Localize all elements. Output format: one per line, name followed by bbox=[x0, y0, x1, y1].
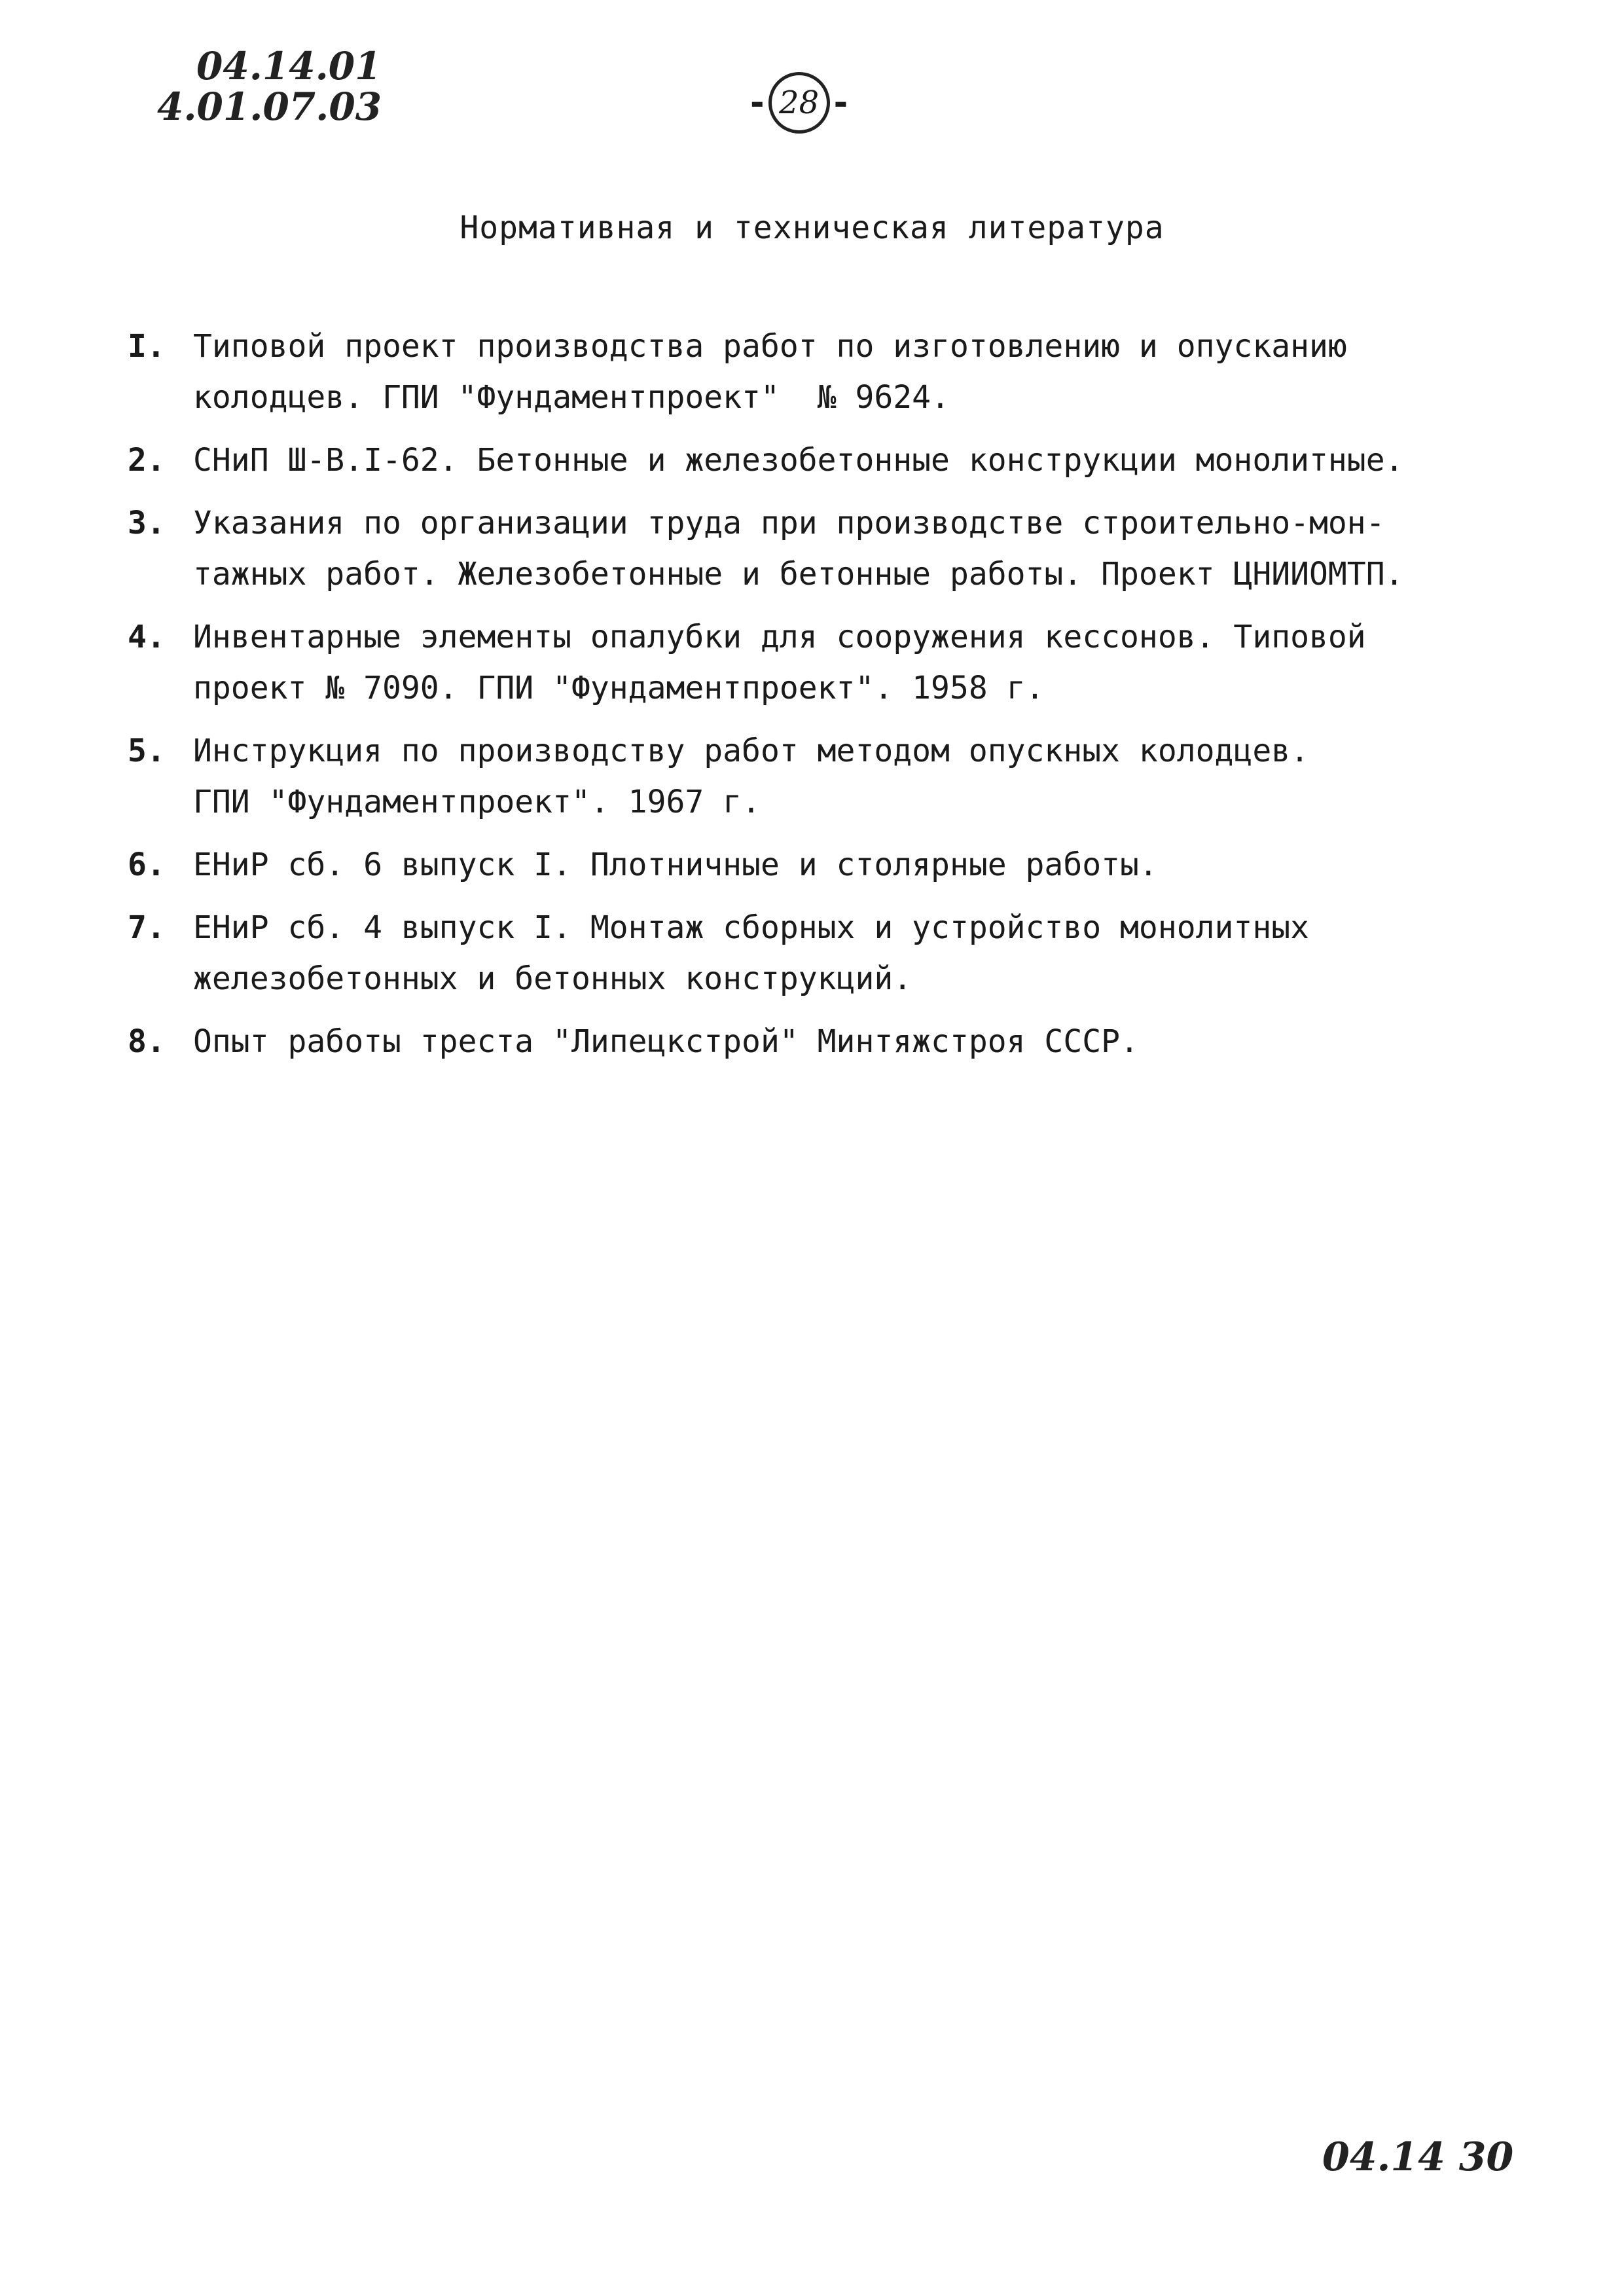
reference-number: I. bbox=[128, 328, 166, 365]
footer-handwritten-note: 04.14 30 bbox=[1322, 2134, 1514, 2180]
reference-item bbox=[128, 321, 1542, 423]
page-number bbox=[746, 72, 852, 134]
page-number-circle bbox=[768, 72, 830, 134]
reference-list bbox=[128, 321, 1542, 1079]
document-code-line-1: 04.14.01 bbox=[196, 44, 382, 88]
page-number-value: 28 bbox=[779, 84, 820, 121]
document-code-line-2: 4.01.07.03 bbox=[157, 84, 382, 129]
reference-text: Инструкция по производству работ методом опускных колодцев. ГПИ "Фундаментпроект". 1967 г. bbox=[193, 733, 1310, 820]
reference-number: 7. bbox=[128, 909, 166, 946]
reference-item bbox=[128, 611, 1542, 714]
reference-number: 6. bbox=[128, 847, 166, 883]
page-number-dash-left: - bbox=[750, 83, 765, 122]
reference-item bbox=[128, 725, 1542, 828]
reference-item bbox=[128, 435, 1542, 486]
reference-number: 8. bbox=[128, 1023, 166, 1060]
document-code-handwritten bbox=[157, 46, 382, 127]
reference-item bbox=[128, 1016, 1542, 1067]
reference-text: ЕНиР сб. 6 выпуск I. Плотничные и столярные работы. bbox=[193, 847, 1158, 883]
reference-text: ЕНиР сб. 4 выпуск I. Монтаж сборных и устройство монолитных железобетонных и бетонных конструкций. bbox=[193, 909, 1310, 997]
reference-number: 4. bbox=[128, 619, 166, 655]
reference-number: 2. bbox=[128, 442, 166, 479]
reference-text: Указания по организации труда при производстве строительно-мон- тажных работ. Железобетонные и бетонные работы. Проект ЦНИИОМТП. bbox=[193, 505, 1404, 592]
reference-text: СНиП Ш-В.I-62. Бетонные и железобетонные конструкции монолитные. bbox=[193, 442, 1404, 479]
reference-item bbox=[128, 498, 1542, 600]
page-title: Нормативная и техническая литература bbox=[460, 210, 1164, 246]
reference-text: Опыт работы треста "Липецкстрой" Минтяжстроя СССР. bbox=[193, 1023, 1139, 1060]
reference-text: Типовой проект производства работ по изготовлению и опусканию колодцев. ГПИ "Фундаментпроект" № 9624. bbox=[193, 328, 1347, 416]
reference-number: 5. bbox=[128, 733, 166, 769]
reference-number: 3. bbox=[128, 505, 166, 541]
page-number-dash-right: - bbox=[833, 83, 848, 122]
reference-text: Инвентарные элементы опалубки для сооружения кессонов. Типовой проект № 7090. ГПИ "Фундаментпроект". 1958 г. bbox=[193, 619, 1366, 706]
reference-item bbox=[128, 902, 1542, 1004]
reference-item bbox=[128, 839, 1542, 890]
